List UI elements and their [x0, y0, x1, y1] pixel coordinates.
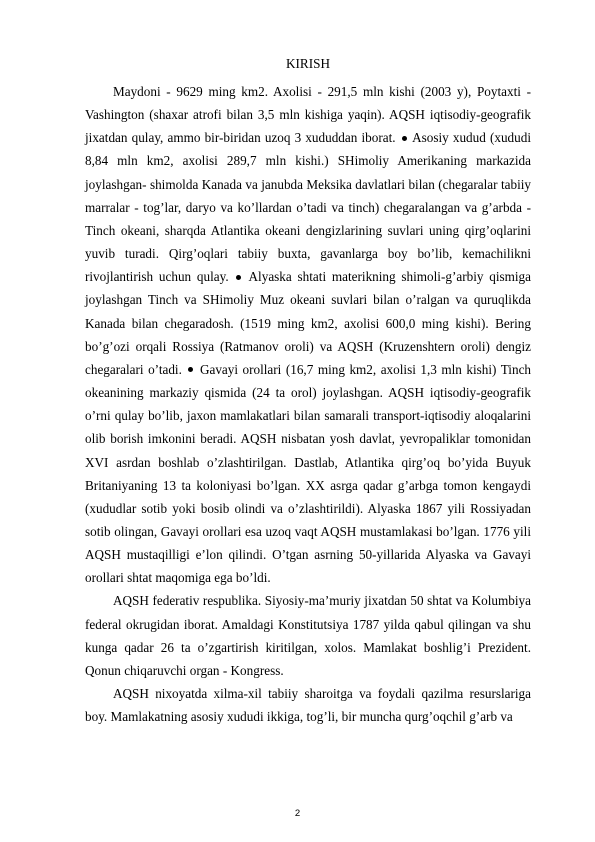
paragraph-text: Gavayi orollari (16,7 ming km2, axolisi 1,3 mln kishi) Tinch okeanining markaziy qismida (24 ta orol) joylashgan. AQSH iqtisodiy-geografik o’rni qulay bo’lib, jaxon mamlakatlari bilan samarali transport-iqtisodiy aloqalarini olib borish imkonini beradi. AQSH nisbatan yosh davlat, yevropaliklar tomonidan XVI asrdan boshlab o’zlashtirilgan. Dastlab, Atlantika qirg’oq bo’yida Buyuk Britaniyaning 13 ta koloniyasi bo’lgan. XX asrga qadar g’arbga tomon kengaydi (xududlar sotib yoki bosib olindi va o’zlashtirildi). Alyaska 1867 yili Rossiyadan sotib olingan, Gavayi orollari esa uzoq vaqt AQSH mustamlakasi bo’lgan. 1776 yili AQSH mustaqilligi e’lon qilindi. O’tgan asrning 50-yillarida Alyaska va Gavayi orollari shtat maqomiga ega bo’ldi.	[85, 361, 532, 586]
paragraph-text: Alyaska shtati materikning shimoli-g’arbiy qismiga joylashgan Tinch va SHimoliy Muz okeani suvlari bilan o’ralgan va quruqlikda Kanada bilan chegaradosh. (1519 ming km2, axolisi 600,0 ming kishi). Bering bo’g’ozi orqali Rossiya (Ratmanov oroli) va AQSH (Kruzenshtern oroli) dengiz chegaralari o’tadi.	[85, 269, 531, 377]
bullet-icon	[188, 367, 193, 372]
paragraph-text: AQSH federativ respublika. Siyosiy-ma’muriy jixatdan 50 shtat va Kolumbiya federal okrugidan iborat. Amaldagi Konstitutsiya 1787 yilda qabul qilingan va shu kunga qadar 26 ta o’zgartirish kiritilgan, xolos. Mamlakat boshlig’i Prezident. Qonun chiqaruvchi organ - Kongress.	[85, 593, 531, 678]
bullet-icon	[236, 275, 241, 280]
paragraph-text: Asosiy xudud (xududi 8,84 mln km2, axolisi 289,7 mln kishi.) SHimoliy Amerikaning markazida joylashgan- shimolda Kanada va janubda Meksika davlatlari bilan (chegaralar tabiiy marralar - tog’lar, daryo va ko’llardan o’tadi va tinch) chegaralangan va g’arbda - Tinch okeani, sharqda Atlantika okeani dengizlarining suvlari uning qirg’oqlarini yuvib turadi. Qirg’oqlari tabiiy buxta, gavanlarga boy bo’lib, kemachilikni rivojlantirish uchun qulay.	[85, 130, 531, 285]
paragraph-text: Maydoni - 9629 ming km2. Axolisi - 291,5 mln kishi (2003 y), Poytaxti - Vashington (shaxar atrofi bilan 3,5 mln kishiga yaqin). AQSH iqtisodiy-geografik jixatdan qulay, ammo bir-biridan uzoq 3 xududdan iborat.	[85, 84, 531, 146]
paragraph-nature	[85, 682, 531, 728]
paragraph-text: AQSH nixoyatda xilma-xil tabiiy sharoitga va foydali qazilma resurslariga boy. Mamlakatning asosiy xududi ikkiga, tog’li, bir muncha qurg’oqchil g’arb va	[85, 686, 531, 725]
paragraph-government	[85, 589, 531, 682]
page-number: 2	[294, 808, 301, 819]
page-title: KIRISH	[286, 56, 330, 71]
bullet-icon	[402, 136, 407, 141]
document-page	[85, 56, 531, 728]
paragraph-geography	[85, 80, 531, 589]
